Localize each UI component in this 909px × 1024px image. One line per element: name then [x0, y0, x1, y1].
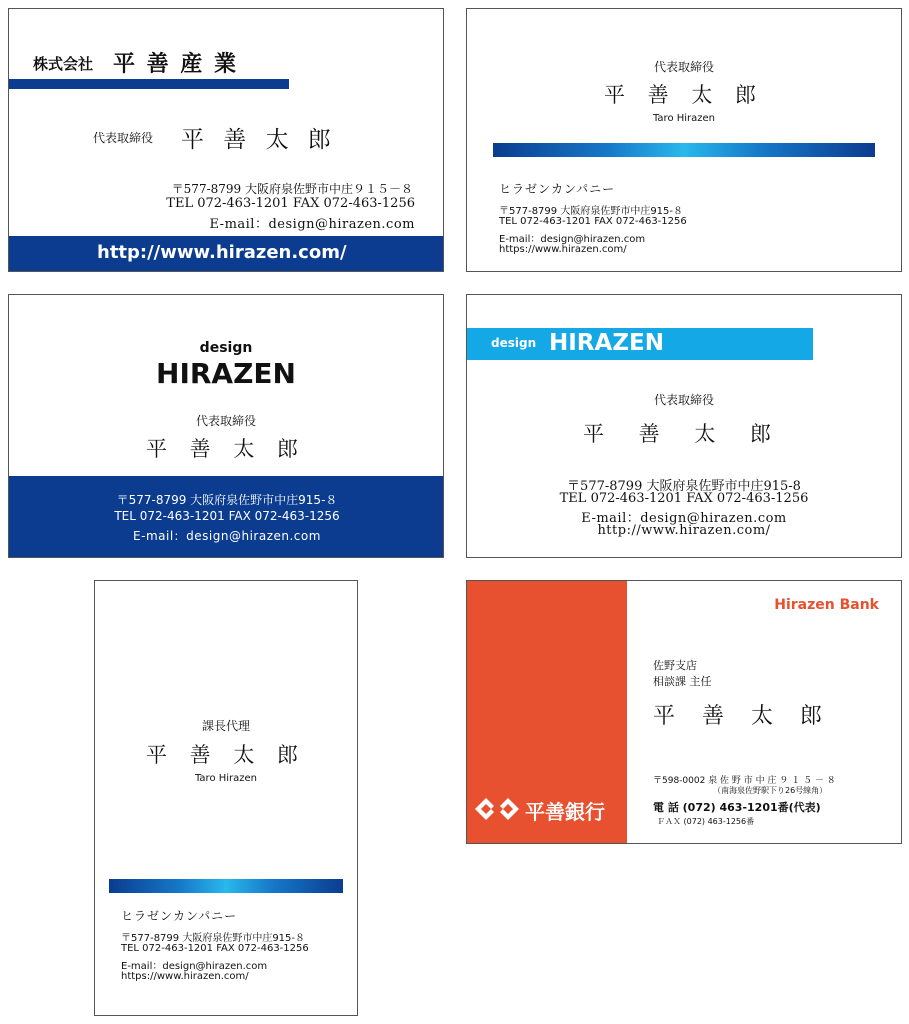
- business-card-4: [466, 294, 902, 558]
- job-title: 代表取締役: [195, 414, 256, 428]
- bank-name-en: Hirazen Bank: [774, 597, 879, 613]
- tel-fax: TEL 072-463-1201 FAX 072-463-1256: [121, 943, 309, 954]
- address: 〒577-8799 大阪府泉佐野市中庄915-８: [121, 933, 306, 944]
- company-name: ヒラゼンカンパニー: [121, 909, 238, 923]
- company-prefix: 株式会社: [33, 55, 94, 73]
- job-title: 代表取締役: [653, 393, 714, 407]
- job-title: 代表取締役: [93, 131, 154, 145]
- address: 〒598-0002 泉 佐 野 市 中 庄 ９ １ ５ － ８: [653, 776, 836, 786]
- company-name: 平 善 産 業: [113, 51, 238, 77]
- brand-small: design: [491, 336, 537, 350]
- brand-large: HIRAZEN: [156, 357, 296, 390]
- email: E-mail：design@hirazen.com: [499, 234, 646, 245]
- website-url: https://www.hirazen.com/: [121, 971, 249, 982]
- email: E-mail：design@hirazen.com: [209, 217, 415, 232]
- address-note: （南海泉佐野駅下り26号線角）: [713, 786, 828, 795]
- tel-fax: TEL 072-463-1201 FAX 072-463-1256: [559, 491, 809, 506]
- tel-fax: TEL 072-463-1201 FAX 072-463-1256: [166, 196, 415, 211]
- branch: 佐野支店: [653, 659, 697, 672]
- gradient-bar: [109, 879, 343, 893]
- person-name: 平 善 太 郎: [603, 83, 765, 107]
- name-romaji: Taro Hirazen: [194, 773, 258, 784]
- company-name: ヒラゼンカンパニー: [499, 182, 616, 196]
- job-title: 代表取締役: [653, 60, 714, 74]
- job-title: 課長代理: [201, 719, 250, 733]
- brand-large: HIRAZEN: [549, 330, 664, 356]
- brand-bar: [9, 79, 289, 89]
- brand-small: design: [199, 340, 253, 356]
- website-url: http://www.hirazen.com/: [597, 523, 771, 538]
- fax-number: ＦＡＸ (072) 463-1256番: [657, 817, 755, 826]
- tel-fax: TEL 072-463-1201 FAX 072-463-1256: [499, 216, 687, 227]
- business-card-6: [466, 580, 902, 844]
- contact-footer: [9, 476, 444, 558]
- url-footer: [9, 236, 444, 272]
- brand-banner: [467, 328, 813, 360]
- email: E-mail：design@hirazen.com: [133, 529, 321, 543]
- person-name: 平 善 太 郎: [653, 704, 832, 729]
- business-card-5: [94, 580, 358, 1016]
- phone-number: 電 話 (072) 463-1201番(代表): [653, 801, 821, 814]
- email: E-mail：design@hirazen.com: [121, 961, 268, 972]
- brand-panel: [467, 581, 627, 844]
- website-url: http://www.hirazen.com/: [97, 242, 347, 263]
- person-name: 平 善 太 郎: [145, 743, 307, 767]
- business-card-2: [466, 8, 902, 272]
- gradient-bar: [493, 143, 875, 157]
- department: 相談課 主任: [653, 675, 712, 688]
- address: 〒577-8799 大阪府泉佐野市中庄915-８: [499, 206, 684, 217]
- name-romaji: Taro Hirazen: [652, 113, 716, 124]
- person-name: 平 善 太 郎: [181, 127, 337, 153]
- address: 〒577-8799 大阪府泉佐野市中庄９１５－８: [171, 182, 413, 196]
- address: 〒577-8799 大阪府泉佐野市中庄915-8: [567, 479, 801, 494]
- person-name: 平 善 太 郎: [582, 422, 786, 446]
- diamond-logo-icon: [475, 795, 519, 823]
- email: E-mail：design@hirazen.com: [581, 511, 787, 526]
- tel-fax: TEL 072-463-1201 FAX 072-463-1256: [114, 509, 340, 523]
- website-url: https://www.hirazen.com/: [499, 244, 627, 255]
- business-card-1: [8, 8, 444, 272]
- person-name: 平 善 太 郎: [145, 437, 307, 461]
- business-card-3: [8, 294, 444, 558]
- address: 〒577-8799 大阪府泉佐野市中庄915-８: [116, 493, 338, 507]
- bank-name-jp: 平善銀行: [525, 800, 605, 824]
